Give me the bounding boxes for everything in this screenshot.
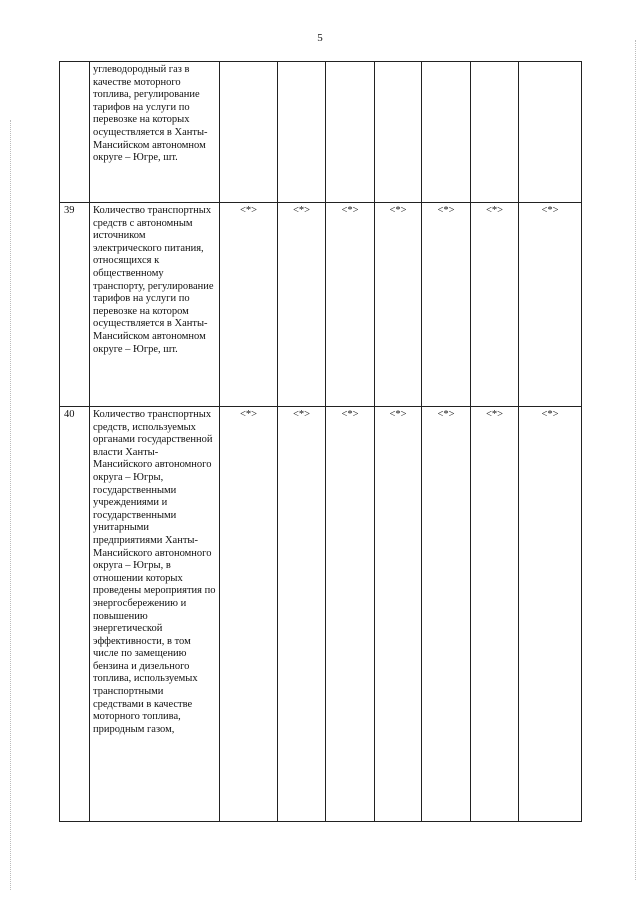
value-cell bbox=[375, 62, 422, 203]
value-cell: <*> bbox=[220, 203, 278, 407]
value-cell: <*> bbox=[519, 407, 582, 822]
table-row bbox=[60, 203, 582, 407]
value-cell: <*> bbox=[326, 203, 375, 407]
table-row bbox=[60, 62, 582, 203]
value-cell: <*> bbox=[375, 203, 422, 407]
value-cell: <*> bbox=[471, 407, 519, 822]
value-cell: <*> bbox=[422, 407, 471, 822]
value-cell: <*> bbox=[278, 407, 326, 822]
value-cell: <*> bbox=[278, 203, 326, 407]
row-description-cell: Количество транспортных средств, используемых органами государственной власти Ханты-Мансийского автономного округа – Югры, государственными учреждениями и государственными унитарными предприятиями Ханты-Мансийского автономного округа – Югры, в отношении которых проведены мероприятия по энергосбережению и повышению энергетической эффективности, в том числе по замещению бензина и дизельного топлива, используемых транспортными средствами в качестве моторного топлива, природным газом, bbox=[90, 407, 220, 822]
value-cell: <*> bbox=[422, 203, 471, 407]
row-number-cell: 39 bbox=[60, 203, 90, 407]
value-cell: <*> bbox=[220, 407, 278, 822]
value-cell bbox=[519, 62, 582, 203]
row-description-cell: углеводородный газ в качестве моторного топлива, регулирование тарифов на услуги по перевозке на которых осуществляется в Ханты-Мансийском автономном округе – Югре, шт. bbox=[90, 62, 220, 203]
value-cell bbox=[422, 62, 471, 203]
row-number-cell: 40 bbox=[60, 407, 90, 822]
value-cell: <*> bbox=[519, 203, 582, 407]
page-number: 5 bbox=[317, 32, 323, 44]
table-row bbox=[60, 407, 582, 822]
row-description-cell: Количество транспортных средств с автономным источником электрического питания, относящихся к общественному транспорту, регулирование тарифов на услуги по перевозке на котором осуществляется в Ханты-Мансийском автономном округе – Югре, шт. bbox=[90, 203, 220, 407]
value-cell bbox=[220, 62, 278, 203]
value-cell bbox=[326, 62, 375, 203]
scan-edge-right bbox=[635, 40, 636, 880]
value-cell: <*> bbox=[471, 203, 519, 407]
value-cell bbox=[278, 62, 326, 203]
value-cell bbox=[471, 62, 519, 203]
scan-edge-left bbox=[10, 120, 11, 890]
indicators-table bbox=[59, 61, 582, 822]
value-cell: <*> bbox=[326, 407, 375, 822]
row-number-cell bbox=[60, 62, 90, 203]
value-cell: <*> bbox=[375, 407, 422, 822]
